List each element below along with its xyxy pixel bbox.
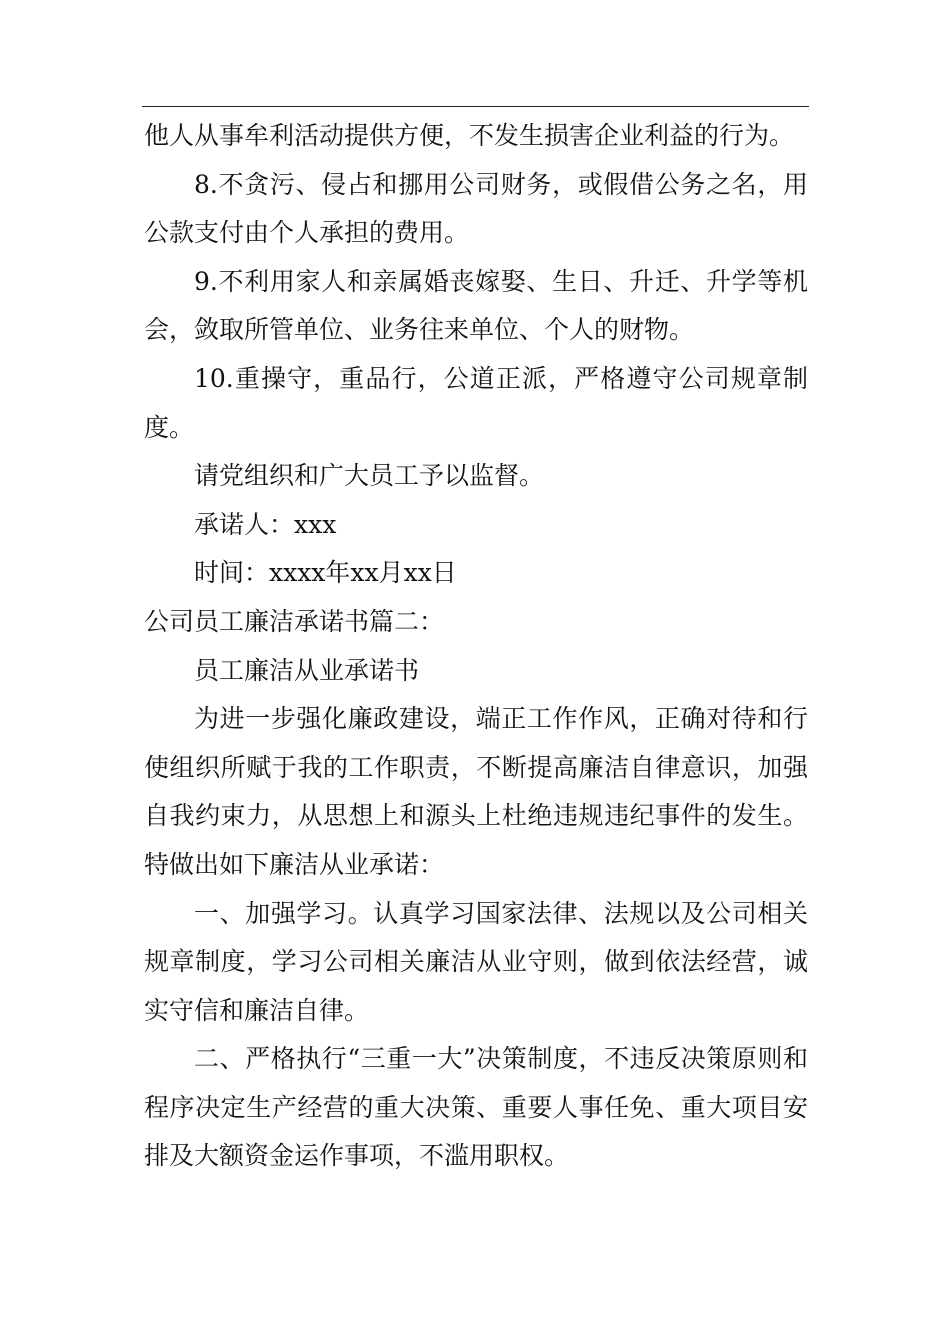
document-body: [144, 112, 808, 1181]
paragraph-signatory: 承诺人：xxx: [194, 509, 337, 539]
section-heading: 公司员工廉洁承诺书篇二：: [144, 606, 445, 636]
paragraph-supervision: 请党组织和广大员工予以监督。: [194, 461, 545, 491]
header-rule: [142, 106, 809, 107]
paragraph-item-10: 10.重操守，重品行，公道正派，严格遵守公司规章制度。: [144, 363, 808, 442]
document-title: 员工廉洁从业承诺书: [194, 655, 420, 685]
paragraph-intro: 为进一步强化廉政建设，端正工作作风，正确对待和行使组织所赋于我的工作职责，不断提高廉洁自律意识，加强自我约束力，从思想上和源头上杜绝违规违纪事件的发生。特做出如下廉洁从业承诺：: [144, 704, 808, 879]
paragraph-point-1: 一、加强学习。认真学习国家法律、法规以及公司相关规章制度，学习公司相关廉洁从业守则，做到依法经营，诚实守信和廉洁自律。: [144, 898, 808, 1025]
paragraph-point-2: 二、严格执行“三重一大”决策制度，不违反决策原则和程序决定生产经营的重大决策、重要人事任免、重大项目安排及大额资金运作事项，不滥用职权。: [144, 1044, 808, 1171]
paragraph-item-8: 8.不贪污、侵占和挪用公司财务，或假借公务之名，用公款支付由个人承担的费用。: [144, 169, 808, 248]
paragraph-date: 时间：xxxx年xx月xx日: [194, 558, 457, 588]
paragraph-continuation: 他人从事牟利活动提供方便，不发生损害企业利益的行为。: [144, 121, 795, 150]
paragraph-item-9: 9.不利用家人和亲属婚丧嫁娶、生日、升迁、升学等机会，敛取所管单位、业务往来单位、个人的财物。: [144, 266, 808, 345]
